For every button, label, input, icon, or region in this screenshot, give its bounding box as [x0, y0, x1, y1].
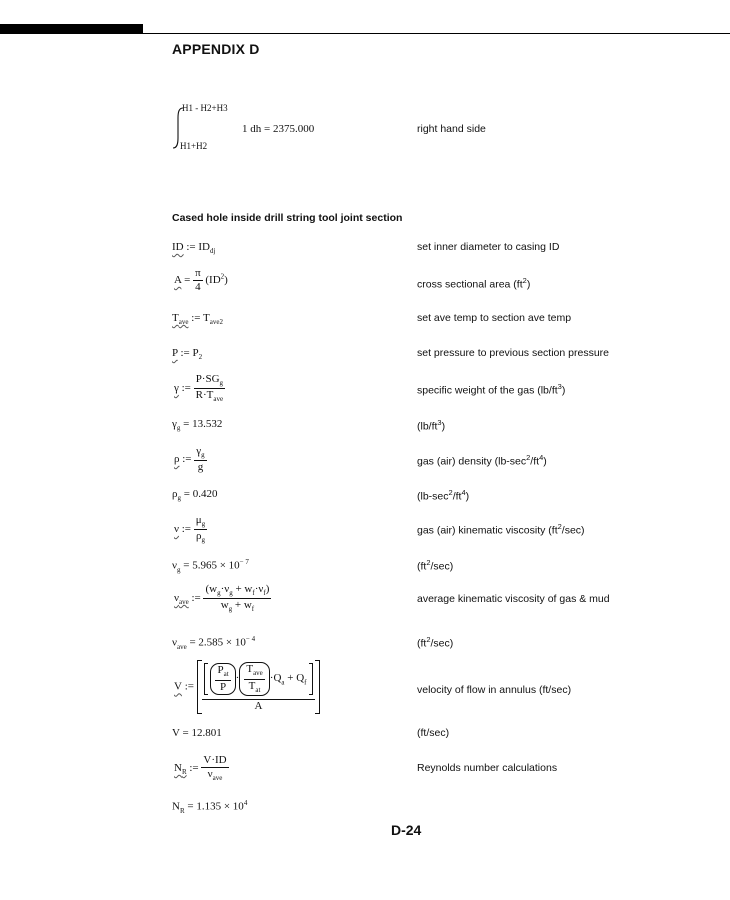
lhs: A — [174, 274, 182, 287]
integrand-text: 1 dh — [242, 123, 262, 135]
eq-temperature: $T_{ave}$ := $T_{ave2}$ — [172, 312, 223, 327]
eq-reynolds-number-value: $N_R = 1.135 \times 10^4$ — [172, 799, 248, 815]
desc-temperature: set ave temp to section ave temp — [417, 312, 572, 324]
operator: := — [189, 762, 199, 775]
eq-density-value: $\rho_g = 0.420$ — [172, 488, 218, 503]
operator: := — [182, 453, 192, 466]
integral-upper-limit: H1 - H2+H3 — [182, 103, 228, 113]
eq-density — [174, 446, 207, 473]
desc-reynolds-number: Reynolds number calculations — [417, 762, 558, 774]
lhs: $N_R$ — [174, 762, 187, 777]
integral-description: right hand side — [417, 123, 486, 135]
page-number: D-24 — [391, 822, 422, 838]
operator: = — [184, 274, 191, 287]
desc-area: cross sectional area $(ft^2)$ — [417, 276, 531, 291]
eq-area: A = $\frac{\pi}{4}$ $(ID^2)$ — [174, 267, 228, 293]
lhs: V — [174, 680, 182, 693]
temperature-ratio: $\frac{T_{ave}}{T_{at}}$ — [239, 662, 269, 695]
header-rule — [143, 33, 730, 34]
eq-velocity — [174, 660, 320, 714]
section-heading: Cased hole inside drill string tool joint section — [172, 212, 403, 224]
right-bracket — [315, 660, 320, 714]
fraction: $\frac{P_{at}}{P}$ · $\frac{T_{ave}}{T_{at}}$ $\cdot Q_a + Q_f$ A — [202, 662, 316, 711]
eq-specific-weight-value: $\gamma_g = 13.532$ — [172, 418, 223, 433]
eq-velocity-value: V = 12.801 — [172, 727, 222, 739]
operator: := — [191, 592, 201, 605]
desc-inner-diameter: set inner diameter to casing ID — [417, 241, 560, 253]
rhs: P — [192, 347, 199, 359]
lhs: $T_{ave}$ — [172, 312, 189, 327]
desc-density-value: $(lb-\sec^2/ft^4)$ — [417, 488, 470, 503]
rhs-sub: dj — [209, 247, 216, 256]
rhs: T — [203, 312, 210, 324]
eq-kinematic-viscosity-value: $\nu_g = 5.965 \times 10^{- 7}$ — [172, 558, 249, 574]
lhs: P — [172, 347, 178, 359]
operator: := — [181, 523, 191, 536]
desc-average-viscosity: average kinematic viscosity of gas & mud — [417, 593, 610, 605]
eq-pressure: P := $P_2$ — [172, 347, 203, 362]
lhs: γ — [174, 382, 179, 395]
desc-specific-weight: specific weight of the gas $(lb/ft^3)$ — [417, 382, 566, 397]
eq-average-viscosity-value: $\nu_{ave} = 2.585 \times 10^{- 4}$ — [172, 635, 256, 651]
operator: := — [181, 382, 191, 395]
desc-velocity: velocity of flow in annulus (ft/sec) — [417, 684, 572, 696]
lhs: ID — [172, 241, 184, 253]
fraction: $\frac{P\cdot SG_g}{R\cdot T_{ave}}$ — [195, 373, 224, 404]
desc-pressure: set pressure to previous section pressure — [417, 347, 610, 359]
desc-velocity-value: (ft/sec) — [417, 727, 450, 739]
eq-average-viscosity — [174, 584, 271, 613]
fraction: $\frac{\mu_g}{\rho_g}$ — [195, 514, 206, 545]
eq-specific-weight — [174, 374, 225, 403]
desc-kinematic-viscosity: gas (air) kinematic viscosity $(ft^2/\sec)$ — [417, 522, 585, 537]
integral-lower-limit: H1+H2 — [180, 141, 208, 151]
fraction: $\frac{\pi}{4}$ — [195, 267, 201, 293]
pressure-ratio: $\frac{P_{at}}{P}$ — [210, 663, 235, 694]
desc-density: gas (air) density $(lb-\sec^2/ft^4)$ — [417, 453, 547, 468]
fraction: $\frac{\gamma_g}{g}$ — [196, 445, 205, 474]
rhs: ID — [198, 241, 210, 253]
appendix-title: APPENDIX D — [172, 41, 260, 57]
lhs: ν — [174, 523, 179, 536]
integral-integrand — [242, 124, 314, 135]
fraction: $\frac{V\cdot ID}{\nu_{ave}}$ — [203, 754, 227, 783]
lhs: ρ — [174, 453, 180, 466]
integral-result: = 2375.000 — [264, 123, 315, 135]
operator: := — [191, 312, 201, 324]
operator: := — [184, 680, 194, 693]
desc-average-viscosity-value: $(ft^2/\sec)$ — [417, 635, 454, 650]
desc-specific-weight-value: $(lb/ft^3)$ — [417, 418, 446, 433]
eq-kinematic-viscosity — [174, 515, 207, 544]
header-black-bar — [0, 24, 143, 34]
eq-reynolds-number — [174, 755, 229, 782]
rhs: (ID — [205, 274, 221, 287]
eq-inner-diameter — [172, 242, 215, 255]
operator: := — [186, 241, 196, 253]
operator: := — [180, 347, 190, 359]
desc-kinematic-viscosity-value: $(ft^2/\sec)$ — [417, 558, 454, 573]
lhs: $\nu_{ave}$ — [174, 592, 189, 607]
fraction: $\frac{(w_g\cdot\nu_g + w_f\cdot\nu_f)}{w_g + w_f}$ — [205, 583, 270, 614]
